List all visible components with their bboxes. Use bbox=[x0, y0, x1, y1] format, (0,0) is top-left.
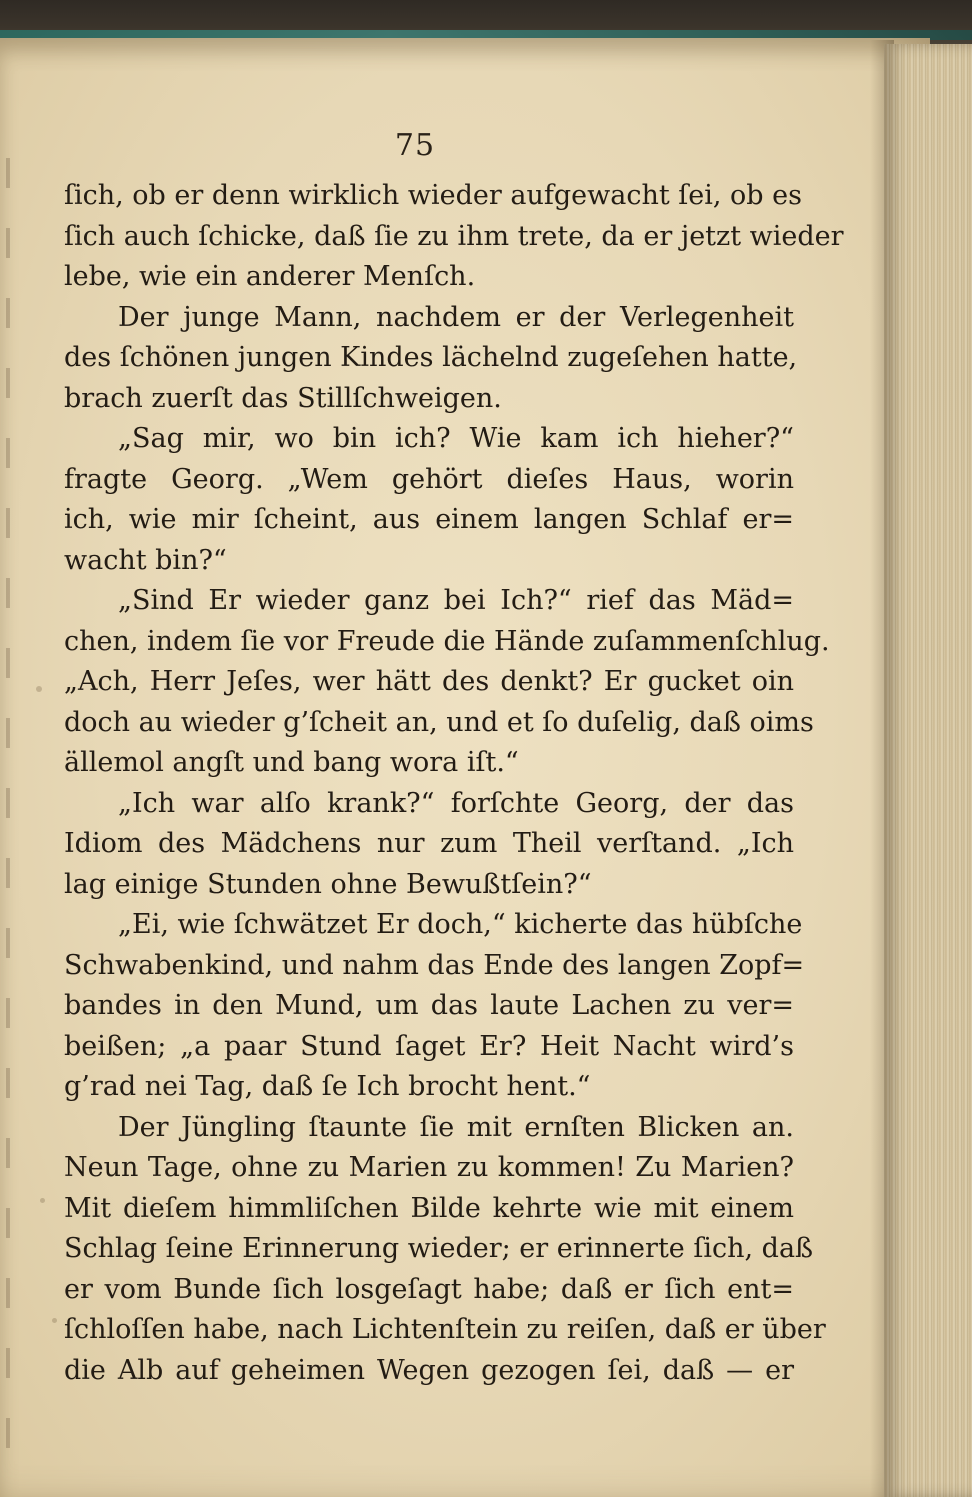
text-line: er vom Bunde ſich losgeſagt habe; daß er ſich ent= bbox=[64, 1273, 794, 1305]
text-line: „Sag mir, wo bin ich? Wie kam ich hieher?“ bbox=[118, 423, 794, 454]
paper-speck bbox=[52, 1318, 57, 1323]
text-line: brach zuerſt das Stillſchweigen. bbox=[64, 382, 502, 414]
text-line: fragte Georg. „Wem gehört dieſes Haus, worin bbox=[64, 463, 794, 495]
text-line: doch au wieder g’ſcheit an, und et ſo duſelig, daß oims bbox=[64, 706, 814, 738]
body-text bbox=[64, 176, 844, 1391]
paper-speck bbox=[36, 686, 42, 692]
text-line: Der Jüngling ſtaunte ſie mit ernſten Blicken an. bbox=[118, 1111, 794, 1143]
book-page bbox=[0, 38, 930, 1497]
text-line: „Ach, Herr Jeſes, wer hätt des denkt? Er gucket oin bbox=[64, 666, 794, 697]
page-stack-edge bbox=[884, 44, 972, 1497]
text-line: Der junge Mann, nachdem er der Verlegenheit bbox=[118, 301, 794, 333]
text-line: „Ei, wie ſchwätzet Er doch,“ kicherte das hübſche bbox=[118, 909, 803, 940]
text-line: lag einige Stunden ohne Bewußtſein?“ bbox=[64, 868, 592, 900]
text-line: ſchloſſen habe, nach Lichtenſtein zu reiſen, daß er über bbox=[64, 1314, 826, 1345]
gutter-marks bbox=[6, 158, 10, 1458]
text-line: wacht bin?“ bbox=[64, 544, 227, 576]
text-line: „Ich war alſo krank?“ forſchte Georg, der das bbox=[118, 787, 794, 819]
text-line: Schwabenkind, und nahm das Ende des langen Zopf= bbox=[64, 949, 805, 981]
text-line: chen, indem ſie vor Freude die Hände zuſammenſchlug. bbox=[64, 625, 830, 657]
text-line: ſich auch ſchicke, daß ſie zu ihm trete, da er jetzt wieder bbox=[64, 220, 844, 252]
text-line: beißen; „a paar Stund ſaget Er? Heit Nacht wird’s bbox=[64, 1030, 794, 1062]
text-line: die Alb auf geheimen Wegen gezogen ſei, daß — er bbox=[64, 1354, 794, 1386]
text-line: ällemol angſt und bang wora iſt.“ bbox=[64, 747, 519, 778]
text-line: ich, wie mir ſcheint, aus einem langen Schlaf er= bbox=[64, 504, 794, 535]
text-line: lebe, wie ein anderer Menſch. bbox=[64, 261, 476, 292]
text-line: bandes in den Mund, um das laute Lachen zu ver= bbox=[64, 990, 794, 1021]
text-line: Schlag ſeine Erinnerung wieder; er erinnerte ſich, daß bbox=[64, 1233, 814, 1264]
text-line: Idiom des Mädchens nur zum Theil verſtand. „Ich bbox=[64, 828, 794, 859]
page-number: 75 bbox=[394, 128, 436, 163]
paper-speck bbox=[40, 1198, 45, 1203]
text-line: g’rad nei Tag, daß ſe Ich brocht hent.“ bbox=[64, 1071, 591, 1102]
text-line: Mit dieſem himmliſchen Bilde kehrte wie mit einem bbox=[64, 1192, 794, 1224]
text-line: Neun Tage, ohne zu Marien zu kommen! Zu Marien? bbox=[64, 1152, 794, 1183]
text-line: „Sind Er wieder ganz bei Ich?“ rief das Mäd= bbox=[118, 585, 794, 616]
text-line: des ſchönen jungen Kindes lächelnd zugeſehen hatte, bbox=[64, 342, 798, 373]
text-line: ſich, ob er denn wirklich wieder aufgewacht ſei, ob es bbox=[64, 180, 802, 211]
